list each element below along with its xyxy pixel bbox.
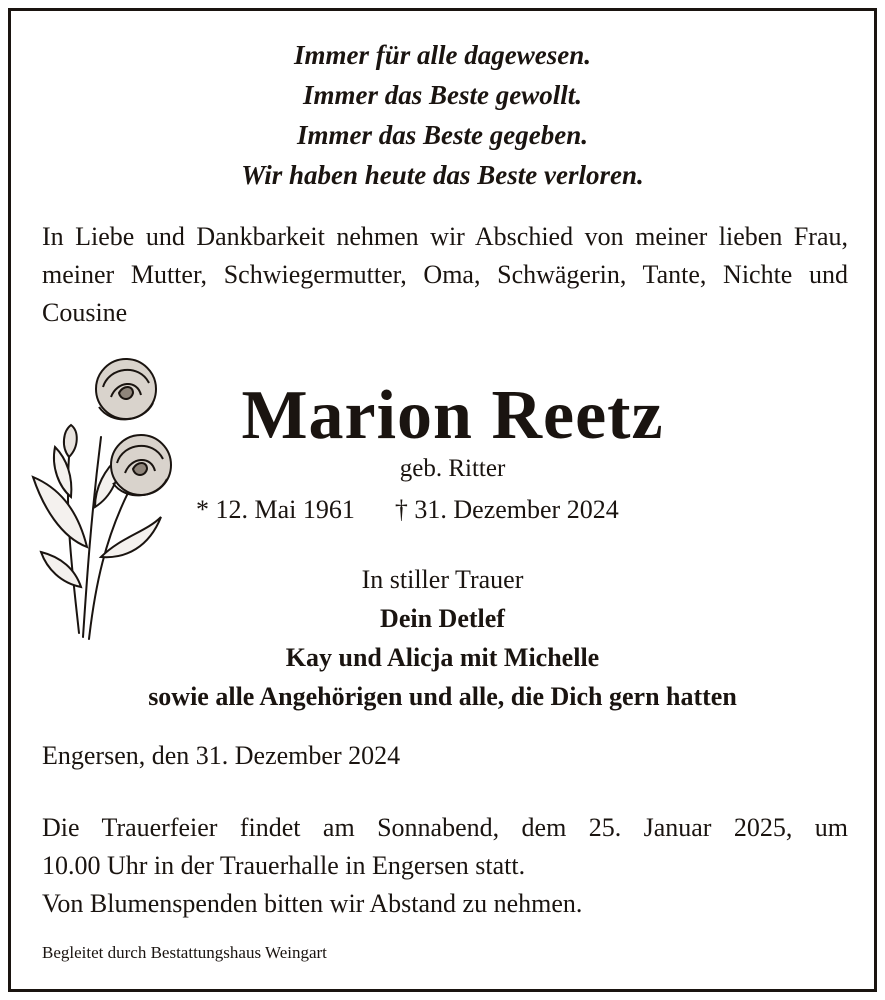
ceremony-line: Von Blumenspenden bitten wir Abstand zu nehmen. [42,889,583,918]
poem-line: Immer das Beste gewollt. [303,80,582,110]
mourner-line: sowie alle Angehörigen und alle, die Dich gern hatten [148,682,737,711]
poem-line: Immer für alle dagewesen. [294,40,591,70]
ceremony-line: 10.00 Uhr in der Trauerhalle in Engersen statt. [42,851,526,880]
life-dates [196,493,619,527]
birth-date: * 12. Mai 1961 [196,495,355,524]
ceremony-info [42,809,848,923]
intro-text: In Liebe und Dankbarkeit nehmen wir Abschied von meiner lieben Frau, meiner Mutter, Schwiegermutter, Oma, Schwägerin, Tante, Nichte und Cousine [42,222,848,327]
death-date: † 31. Dezember 2024 [394,495,619,524]
birth-name: geb. Ritter [399,455,506,482]
mourners [11,560,874,716]
place-date: Engersen, den 31. Dezember 2024 [42,741,401,770]
poem-line: Immer das Beste gegeben. [297,120,588,150]
poem [11,35,874,195]
mourner-line: Dein Detlef [380,604,505,633]
ceremony-line: Die Trauerfeier findet am Sonnabend, dem 25. Januar 2025, um [42,813,848,842]
funeral-home-credit: Begleitet durch Bestattungshaus Weingart [42,943,327,962]
decedent-name: Marion Reetz [241,377,664,454]
obituary-notice [8,8,877,992]
poem-line: Wir haben heute das Beste verloren. [241,160,644,190]
mourner-line: Kay und Alicja mit Michelle [285,643,600,672]
mourning-lead: In stiller Trauer [361,565,524,594]
